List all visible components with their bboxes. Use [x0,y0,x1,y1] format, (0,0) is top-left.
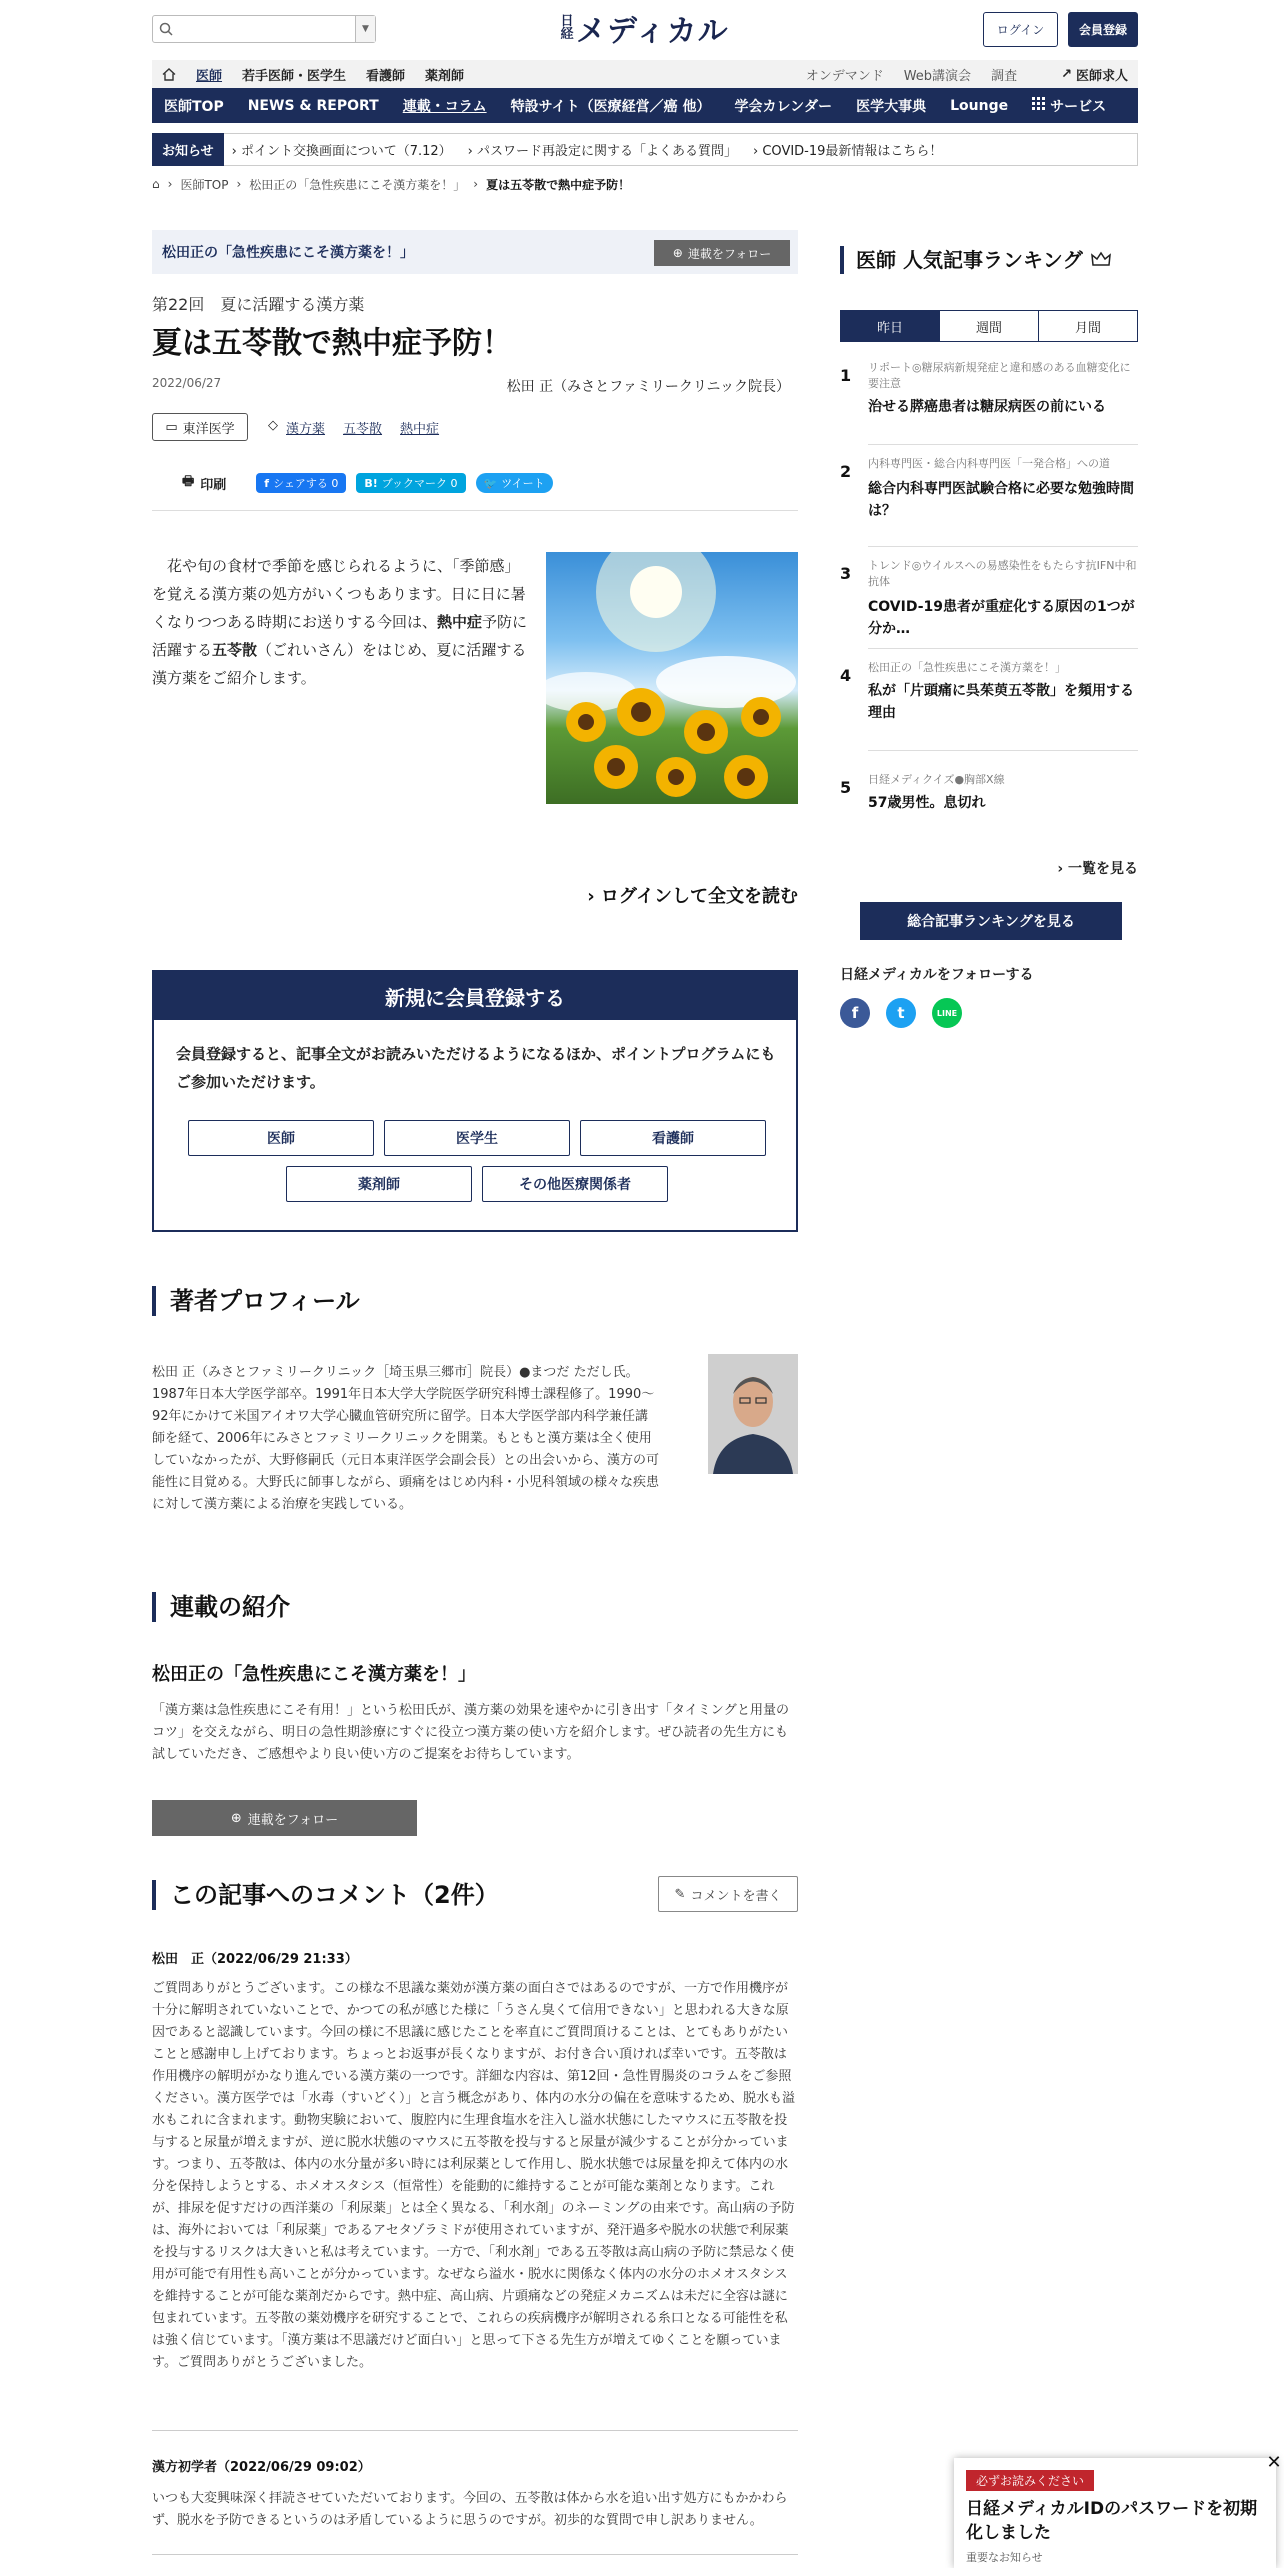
category-label: 東洋医学 [182,421,235,437]
ranking-more-label: 一覧を見る [1068,861,1138,877]
notice-item-text: パスワード再設定に関する「よくある質問」 [477,144,738,159]
ranking-item[interactable] [840,558,1138,662]
plus-circle-icon: ⊕ [672,246,683,260]
keyword-link[interactable]: 五苓散 [343,422,383,437]
comment-body: いつも大変興味深く拝読させていただいております。今回の、五苓散は体から水を追い出す処方にもかかわらず、脱水を予防できるというのは矛盾しているように思うのですが。初歩的な質問で申し訳ありません。 [152,2491,788,2528]
register-box-text: 会員登録すると、記事全文がお読みいただけるようになるほか、ポイントプログラムにもご参加いただけます。 [176,1045,776,1091]
notice-item[interactable]: › パスワード再設定に関する「よくある質問」 [467,144,738,159]
nav1-survey[interactable]: 調査 [991,68,1018,84]
login-read-more-link[interactable] [587,882,798,908]
twitter-icon[interactable]: t [886,998,916,1028]
tab-weekly[interactable]: 週間 [939,311,1038,341]
hatena-icon: B! [364,476,378,490]
comment-author: 松田 正（2022/06/29 21:33） [152,1952,358,1967]
sunflower-image [546,552,798,804]
ranking-category: 日経メディクイズ●胸部X線 [868,773,1005,786]
breadcrumb-item[interactable]: 松田正の「急性疾患にこそ漢方薬を！」 [249,177,466,192]
facebook-share-label: シェアする 0 [273,477,339,490]
divider [868,750,1138,751]
tweet-label: ツイート [501,477,545,490]
print-button[interactable] [182,472,226,494]
login-read-more-label: ログインして全文を読む [600,886,798,907]
line-icon[interactable]: LINE [932,998,962,1028]
page-title: 夏は五苓散で熱中症予防！ [152,326,512,361]
notice-item[interactable]: › COVID-19最新情報はこちら！ [753,144,943,159]
tab-monthly[interactable]: 月間 [1038,311,1137,341]
series-desc: 「漢方薬は急性疾患にこそ有用！」という松田氏が、漢方薬の効果を速やかに引き出す「タイミングと用量のコツ」を交えながら、明日の急性期診療にすぐに役立つ漢方薬の使い方を紹介します。ぜひ読者の先生方にも試していただき、ご感想やより良い使い方のご提案をお待ちしています。 [152,1703,790,1762]
ranking-number: 4 [840,666,852,685]
comment-body: ご質問ありがとうございます。この様な不思議な薬効が漢方薬の面白さではあるのですが、一方で作用機序が十分に解明されていないことで、かつての私が感じた様に「うさん臭くて信用できない」と思われる大きな原因であると認識しています。今回の様に不思議に感じたことを率直にご質問頂けることは、とてもありがたいことと感謝申し上げております。ちょっとお返事が長くなりますが、お付き合い頂ければ幸いです。五苓散は作用機序の解明がかなり進んでいる漢方薬の一つです。詳細な内容は、第12回・急性胃腸炎のコラムをご参照ください。漢方医学では「水毒（すいどく）」と言う概念があり、体内の水分の偏在を意味するため、脱水も溢水もこれに含まれます。動物実験において、腹腔内に生理食塩水を注入し溢水状態にしたマウスに五苓散を投与すると尿量が増えますが、逆に脱水状態のマウスに五苓散を投与すると尿量が減少することが分かっています。つまり、五苓散は、体内の水分量が多い時には利尿薬として作用し、脱水状態では尿量を抑えて体内の水分を保持しようとする、ホメオスタシス（恒常性）を能動的に維持することが可能な薬剤となります。これが、排尿を促すだけの西洋薬の「利尿薬」とは全く異なる、「利水剤」のネーミングの由来です。高山病の予防は、海外においては「利尿薬」であるアセタゾラミドが使用されていますが、発汗過多や脱水の状態で利尿薬を投与するリスクは大きいと私は考えています。一方で、「利水剤」である五苓散は高山病の予防に禁忌なく使用が可能で有用性も高いことが分かっています。なぜなら溢水・脱水に関係なく体内の水分のホメオスタシスを維持することが可能な薬剤だからです。熱中症、高山病、片頭痛などの発症メカニズムは未だに全容は謎に包まれています。五苓散の薬効機序を研究することで、これらの疾病機序が解明される糸口となる可能性を私は強く信じています。「漢方薬は不思議だけど面白い」と思って下さる先生方が増えてゆくことを願っています。ご質問ありがとうございました。 [152,1981,795,2370]
ranking-number: 3 [840,564,852,583]
register-student-button[interactable]: 医学生 [384,1120,570,1156]
popup-title: 日経メディカルIDのパスワードを初期化しました [966,2499,1258,2543]
ranking-number: 1 [840,366,852,385]
chevron-right-icon: › [1057,861,1064,877]
external-link-icon: ↗ [1061,66,1072,82]
popup-badge: 必ずお読みください [966,2470,1094,2491]
profile-text: 松田 正（みさとファミリークリニック［埼玉県三郷市］院長）●まつだ ただし氏。1987年日本大学医学部卒。1991年日本大学大学院医学研究科博士課程修了。1990～92年にかけて米国アイオワ大学心臓血管研究所に留学。日本大学医学部内科学兼任講師を経て、2006年にみさとファミリークリニックを開業。もともと漢方薬は全く使用していなかったが、大野修嗣氏（元日本東洋医学会副会長）との出会いから、漢方の可能性に目覚める。大野氏に師事しながら、頭痛をはじめ内科・小児科領域の様々な疾患に対して漢方薬による治療を実践している。 [152,1365,660,1512]
divider [152,2554,798,2555]
notice-bar [152,133,1138,166]
tweet-button[interactable] [476,473,553,493]
tag-icon: ◇ [268,418,278,433]
nav1-item-pharmacist[interactable]: 薬剤師 [425,68,465,84]
hatena-bookmark-label: ブックマーク 0 [381,477,458,490]
nav2-doctor-top[interactable]: 医師TOP [164,98,224,115]
register-other-button[interactable]: その他医療関係者 [482,1166,668,1202]
ranking-title: COVID-19患者が重症化する原因の1つが分か… [868,599,1135,637]
register-pharmacist-button[interactable]: 薬剤師 [286,1166,472,1202]
nav1-jobs-label: 医師求人 [1075,68,1128,84]
article-date: 2022/06/27 [152,376,222,390]
print-label: 印刷 [200,477,227,493]
nav2-special[interactable]: 特設サイト（医療経営／癌 他） [510,98,711,115]
ranking-category: リポート◎糖尿病新規発症と違和感のある血糖変化に要注意 [868,361,1131,390]
series-link[interactable]: 松田正の「急性疾患にこそ漢方薬を！」 [162,245,414,261]
write-comment-label: コメントを書く [690,1888,782,1904]
twitter-icon: 🐦 [483,476,498,490]
breadcrumb-item[interactable]: 医師TOP [180,177,229,192]
follow-series-button[interactable] [654,240,790,266]
chevron-right-icon: › [587,886,595,907]
ranking-more-link[interactable] [1057,858,1138,878]
comment-author: 漢方初学者（2022/06/29 09:02） [152,2460,371,2475]
divider [868,546,1138,547]
notice-item-text: COVID-19最新情報はこちら！ [762,144,943,159]
write-comment-button[interactable] [658,1876,798,1912]
ranking-category: 内科専門医・総合内科専門医「一発合格」への道 [868,457,1110,470]
nav1-jobs[interactable] [1051,60,1138,88]
logo-medical: メディカル [576,14,729,49]
share-bar [182,472,563,494]
category-tag[interactable] [152,413,248,441]
ranking-title: 総合内科専門医試験合格に必要な勉強時間は？ [868,481,1134,519]
article-lead: 花や旬の食材で季節を感じられるように、「季節感」を覚える漢方薬の処方がいくつもあります。日に日に暑くなりつつある時期にお送りする今回は、熱中症予防に活躍する五苓散（ごれいさん）をはじめ、夏に活躍する漢方薬をご紹介します。 [152,557,528,687]
series-name: 松田正の「急性疾患にこそ漢方薬を！」 [152,1664,476,1685]
home-icon[interactable] [152,60,186,88]
register-box [152,970,798,1232]
divider [868,648,1138,649]
logo-nikkei: 日経 [560,14,574,42]
register-button[interactable]: 会員登録 [1068,12,1138,47]
close-icon[interactable]: ✕ [1266,2451,1282,2473]
nav1-web-seminar[interactable]: Web講演会 [903,68,972,84]
tab-yesterday[interactable]: 昨日 [841,311,939,341]
keyword-link[interactable]: 熱中症 [400,422,440,437]
profession-nav [152,60,1138,88]
profile-heading: 著者プロフィール [152,1286,360,1316]
divider [152,510,798,511]
site-logo[interactable] [560,8,729,48]
divider [868,444,1138,445]
facebook-icon: f [264,476,270,490]
pencil-icon: ✎ [674,1886,686,1902]
author-photo [708,1354,798,1474]
all-ranking-button[interactable]: 総合記事ランキングを見る [860,902,1122,940]
crown-icon [1091,246,1111,274]
register-box-heading: 新規に会員登録する [154,972,796,1020]
ranking-item[interactable] [840,360,1138,456]
issue-title: 第22回 夏に活躍する漢方薬 [152,295,365,314]
grid-icon [1032,97,1045,114]
popup-subtitle: 重要なお知らせ [966,2551,1043,2564]
folder-icon: ▭ [165,419,178,435]
chevron-down-icon[interactable]: ▼ [355,16,375,42]
main-nav [152,88,1138,123]
nav2-lounge[interactable]: Lounge [950,97,1009,114]
nav1-item-doctor[interactable]: 医師 [196,68,223,84]
search-icon[interactable] [153,16,179,42]
keyword-link[interactable]: 漢方薬 [286,422,326,437]
ranking-title: 治せる膵癌患者は糖尿病医の前にいる [868,399,1106,415]
ranking-heading [840,246,1111,274]
nav2-service[interactable] [1020,88,1118,123]
search-box[interactable] [152,15,376,43]
series-intro-heading: 連載の紹介 [152,1592,290,1622]
nav1-item-nurse[interactable]: 看護師 [366,68,406,84]
breadcrumb-current: 夏は五苓散で熱中症予防！ [486,177,631,192]
facebook-share-button[interactable] [256,473,346,493]
nav1-ondemand[interactable]: オンデマンド [805,68,884,84]
notice-popup[interactable] [954,2458,1276,2568]
register-nurse-button[interactable]: 看護師 [580,1120,766,1156]
keyword-list [268,418,457,437]
nav1-item-resident[interactable]: 若手医師・医学生 [242,68,347,84]
nav2-news[interactable]: NEWS & REPORT [247,97,379,114]
login-button[interactable]: ログイン [983,12,1058,47]
register-doctor-button[interactable]: 医師 [188,1120,374,1156]
notice-label: お知らせ [152,133,224,166]
ranking-item[interactable] [840,772,1138,832]
comments-heading: この記事へのコメント（2件） [152,1880,499,1910]
divider [152,2430,798,2431]
follow-label: 日経メディカルをフォローする [840,967,1034,983]
breadcrumb: ⌂ › 医師TOP › 松田正の「急性疾患にこそ漢方薬を！」 › 夏は五苓散で熱中症予防！ [152,177,631,192]
article-author: 松田 正（みさとファミリークリニック院長） [506,379,790,395]
follow-series-label: 連載をフォロー [687,246,772,261]
plus-circle-icon: ⊕ [230,1810,242,1826]
notice-item-text: ポイント交換画面について（7.12） [240,144,452,159]
ranking-category: 松田正の「急性疾患にこそ漢方薬を！」 [868,661,1066,674]
ranking-item[interactable] [840,456,1138,560]
follow-series-label: 連載をフォロー [247,1812,339,1828]
hatena-bookmark-button[interactable] [356,473,465,493]
ranking-number: 2 [840,462,852,481]
notice-item[interactable]: › ポイント交換画面について（7.12） [231,144,452,159]
nav2-calendar[interactable]: 学会カレンダー [734,98,833,115]
ranking-number: 5 [840,778,852,797]
ranking-tabs [840,310,1138,342]
nav2-column[interactable]: 連載・コラム [402,98,487,115]
ranking-category: トレンド◎ウイルスへの易感染性をもたらす抗IFN中和抗体 [868,559,1137,588]
nav2-dictionary[interactable]: 医学大事典 [856,98,927,115]
ranking-item[interactable] [840,660,1138,760]
ranking-title: 57歳男性。息切れ [868,795,986,811]
nav2-service-label: サービス [1050,98,1107,115]
ranking-heading-label: 医師 人気記事ランキング [856,248,1083,272]
header [152,0,1138,58]
follow-series-button[interactable] [152,1800,417,1836]
ranking-title: 私が「片頭痛に呉茱萸五苓散」を頻用する理由 [868,683,1134,721]
facebook-icon[interactable]: f [840,998,870,1028]
home-icon[interactable]: ⌂ [152,177,160,191]
printer-icon: 🖶 [182,474,195,489]
